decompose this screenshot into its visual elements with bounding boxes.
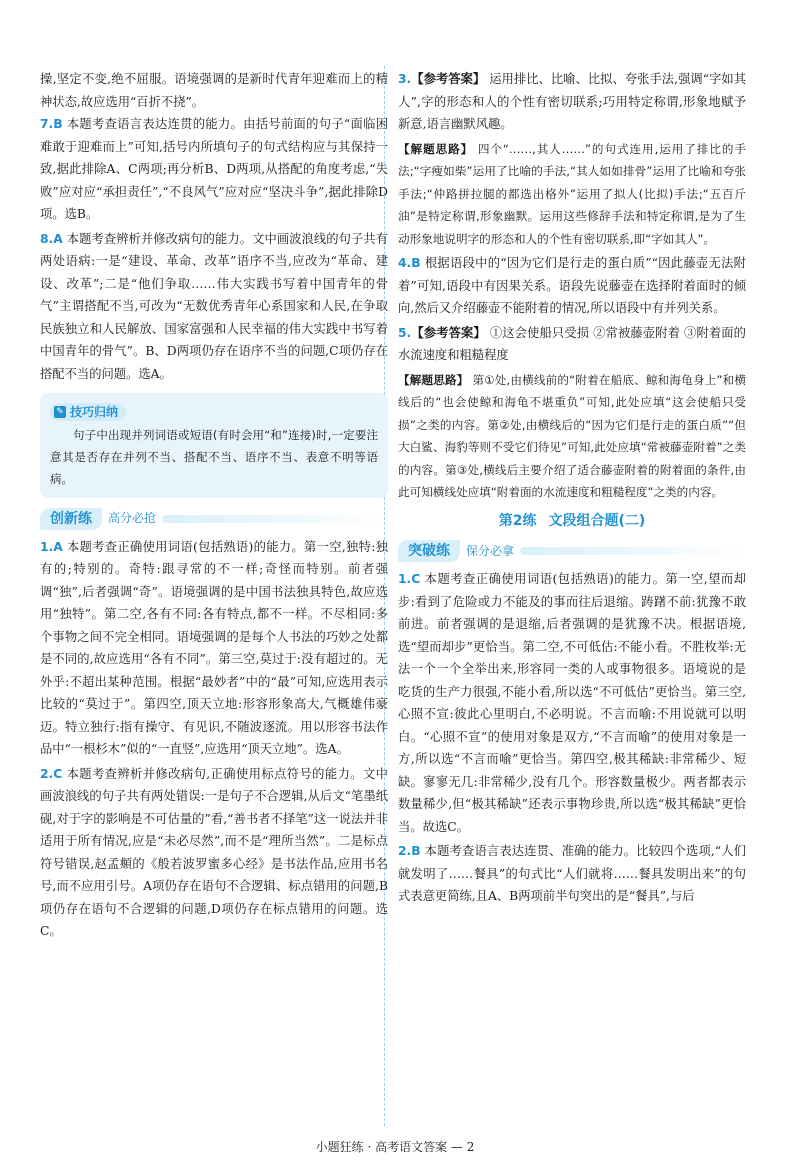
idea-text: 第①处,由横线前的“附着在船底、鲸和海龟身上”和横线后的“也会使鲸和海龟不堪重负”可知,此处应填“这会使船只受损”之类的内容。第②处,由横线后的“因为它们是行走的蛋白质”“但大白鲨、海豹等则不受它们待见”可知,此处应填“常被藤壶附着”之类的内容。第③处,横线后主要介绍了适合藤壶附着的附着面的条件,由此可知横线处应填“附着面的水流速度和粗糙程度”之类的内容。	[398, 372, 747, 499]
right-column	[398, 68, 746, 908]
section-title	[398, 510, 746, 533]
section-banner	[398, 540, 746, 562]
item-text: 本题考查辨析并修改病句,正确使用标点符号的能力。文中画波浪线的句子共有两处错误:一是句子不合逻辑,从后文“笔墨纸砚,对于字的影响是不可估量的”看,“善书者不择笔”这一说法并非适用于所有情况,应是“未必尽然”,而不是“理所当然”。二是标点符号错误,赵孟頫的《般若波罗蜜多心经》是书法作品,应用书名号,而不应用引号。A项仍存在语句不合逻辑、标点错用的问题,B项仍存在语句不合逻辑的问题,D项仍存在标点错用的问题。选C。	[40, 766, 388, 938]
idea-tag: 【解题思路】	[398, 372, 469, 387]
page-footer: 小题狂练 · 高考语文答案 — 2	[315, 1140, 475, 1154]
item-text: 本题考查语言表达连贯的能力。由括号前面的句子“面临困难敢于迎难而上”可知,括号内所填句子的句式结构应与其保持一致,据此排除A、C两项;再分析B、D两项,从搭配的角度考虑,“失败”应对应“承担责任”,“不良风气”应对应“坚决斗争”,据此排除D项。选B。	[40, 117, 388, 221]
item-number: 2.C	[40, 766, 63, 781]
answer-tag: 【参考答案】	[411, 324, 486, 340]
answer-tag: 【参考答案】	[411, 71, 486, 86]
answer-item-r1	[398, 568, 746, 838]
left-column	[40, 68, 388, 943]
item-text: 本题考查辨析并修改病句的能力。文中画波浪线的句子共有两处语病:一是“建设、革命、改革”语序不当,应改为“革命、建设、改革”;二是“他们争取……伟大实践书写着中国青年的骨气”主谓搭配不当,可改为“无数优秀青年心系国家和人民,在争取民族独立和人民解放、国家富强和人民幸福的伟大实践中书写着中国青年的骨气”。B、D两项仍存在语序不当的问题,C项仍存在搭配不当的问题。选A。	[40, 231, 388, 381]
item-number: 8.A	[40, 231, 63, 246]
solution-idea-5	[398, 369, 746, 504]
item-text: ①这会使船只受损 ②常被藤壶附着 ③附着面的水流速度和粗糙程度	[398, 325, 746, 362]
solution-idea-3	[398, 138, 746, 251]
tip-text: 句子中出现并列词语或短语(有时会用“和”连接)时,一定要注意其是否存在并列不当、搭配不当、语序不当、表意不明等语病。	[50, 427, 378, 486]
item-text: 根据语段中的“因为它们是行走的蛋白质”“因此藤壶无法附着”可知,语段中有因果关系。语段先说藤壶在选择附着面时的倾向,然后又介绍藤壶不能附着的情况,所以语段中有并列关系。	[398, 256, 746, 315]
item-number: 4.B	[398, 256, 421, 270]
item-number: 1.C	[398, 572, 421, 586]
tip-title	[50, 403, 126, 421]
idea-text: 四个“……,其人……”的句式连用,运用了排比的手法;“字瘦如柴”运用了比喻的手法,“其人如如排骨”运用了比喻和夸张手法;“仲路拼拉腿的都选出格外”运用了拟人(比拟)手法;“五百斤油”是特定称谓,形象幽默。运用这些修辞手法和特定称谓,是为了生动形象地说明字的形态和人的个性有密切联系,即“字如其人”。	[398, 141, 746, 246]
item-number: 2.B	[398, 844, 421, 858]
banner-decoration	[520, 547, 746, 555]
item-text: 运用排比、比喻、比拟、夸张手法,强调“字如其人”,字的形态和人的个性有密切联系;巧用特定称谓,形象地赋予新意,语言幽默风趣。	[398, 72, 746, 131]
answer-item-r2	[398, 840, 746, 908]
paragraph-continued: 操,坚定不变,绝不屈服。语境强调的是新时代青年迎难而上的精神状态,故应选用“百折不挠”。	[40, 72, 388, 109]
item-text: 本题考查正确使用词语(包括熟语)的能力。第一空,独特:独有的;特别的。奇特:跟寻常的不一样;奇怪而特别。前者强调“独”,后者强调“奇”。语境强调的是中国书法独具特色,故应选用“独特”。第二空,各有不同:各有特点,都不一样。不尽相同:多个事物之间不完全相同。语境强调的是每个人书法的巧妙之处都是不同的,故应选用“各有不同”。第三空,莫过于:没有超过的。无外乎:不超出某种范围。根据“最妙者”中的“最”可知,应选用表示比较的“莫过于”。第四空,顶天立地:形容形象高大,气概雄伟豪迈。特立独行:指有操守、有见识,不随波逐流。用以形容书法作品中“一根杉木”似的“一直竖”,应选用“顶天立地”。选A。	[40, 539, 388, 756]
banner-subtitle: 保分必拿	[466, 543, 515, 558]
answer-item-5	[398, 322, 746, 367]
tip-box	[40, 393, 388, 498]
tip-title-text: 技巧归纳	[70, 405, 119, 419]
answer-item-7	[40, 113, 388, 226]
section-banner	[40, 508, 388, 530]
banner-decoration	[162, 515, 388, 523]
answer-item-4	[398, 252, 746, 320]
answer-item-1	[40, 536, 388, 761]
section-name: 文段组合题(二)	[548, 512, 646, 529]
item-number: 3.	[398, 72, 412, 86]
idea-tag: 【解题思路】	[398, 141, 474, 156]
answer-item-3	[398, 68, 746, 136]
item-number: 1.A	[40, 539, 63, 554]
banner-title: 突破练	[398, 540, 460, 562]
section-number: 第2练	[498, 512, 537, 529]
item-text: 本题考查语言表达连贯、准确的能力。比较四个选项,“人们就发明了……餐具”的句式比“人们就将……餐具发明出来”的句式表意更简练,且A、B两项前半句突出的是“餐具”,与后	[398, 844, 746, 903]
item-number: 5.	[398, 325, 412, 340]
lightbulb-icon: ✎	[54, 406, 66, 418]
banner-subtitle: 高分必抢	[108, 511, 157, 526]
answer-item-8	[40, 228, 388, 386]
answer-item-2	[40, 763, 388, 943]
item-text: 本题考查正确使用词语(包括熟语)的能力。第一空,望而却步:看到了危险或力不能及的事而往后退缩。踌躇不前:犹豫不敢前进。前者强调的是退缩,后者强调的是犹豫不决。根据语境,选“望而却步”更恰当。第二空,不可低估:不能小看。不胜枚举:无法一个一个全举出来,形容同一类的人或事物很多。语境说的是吃货的生产力很强,不能小看,所以选“不可低估”更恰当。第三空,心照不宣:彼此心里明白,不必明说。不言而喻:不用说就可以明白。“心照不宣”的使用对象是双方,“不言而喻”的使用对象是一方,所以选“不言而喻”更恰当。第四空,极其稀缺:非常稀少、短缺。寥寥无几:非常稀少,没有几个。形容数量极少。两者都表示数量稀少,但“极其稀缺”还表示事物珍贵,所以选“极其稀缺”更恰当。故选C。	[398, 572, 746, 834]
item-number: 7.B	[40, 117, 63, 131]
banner-title: 创新练	[40, 508, 102, 530]
